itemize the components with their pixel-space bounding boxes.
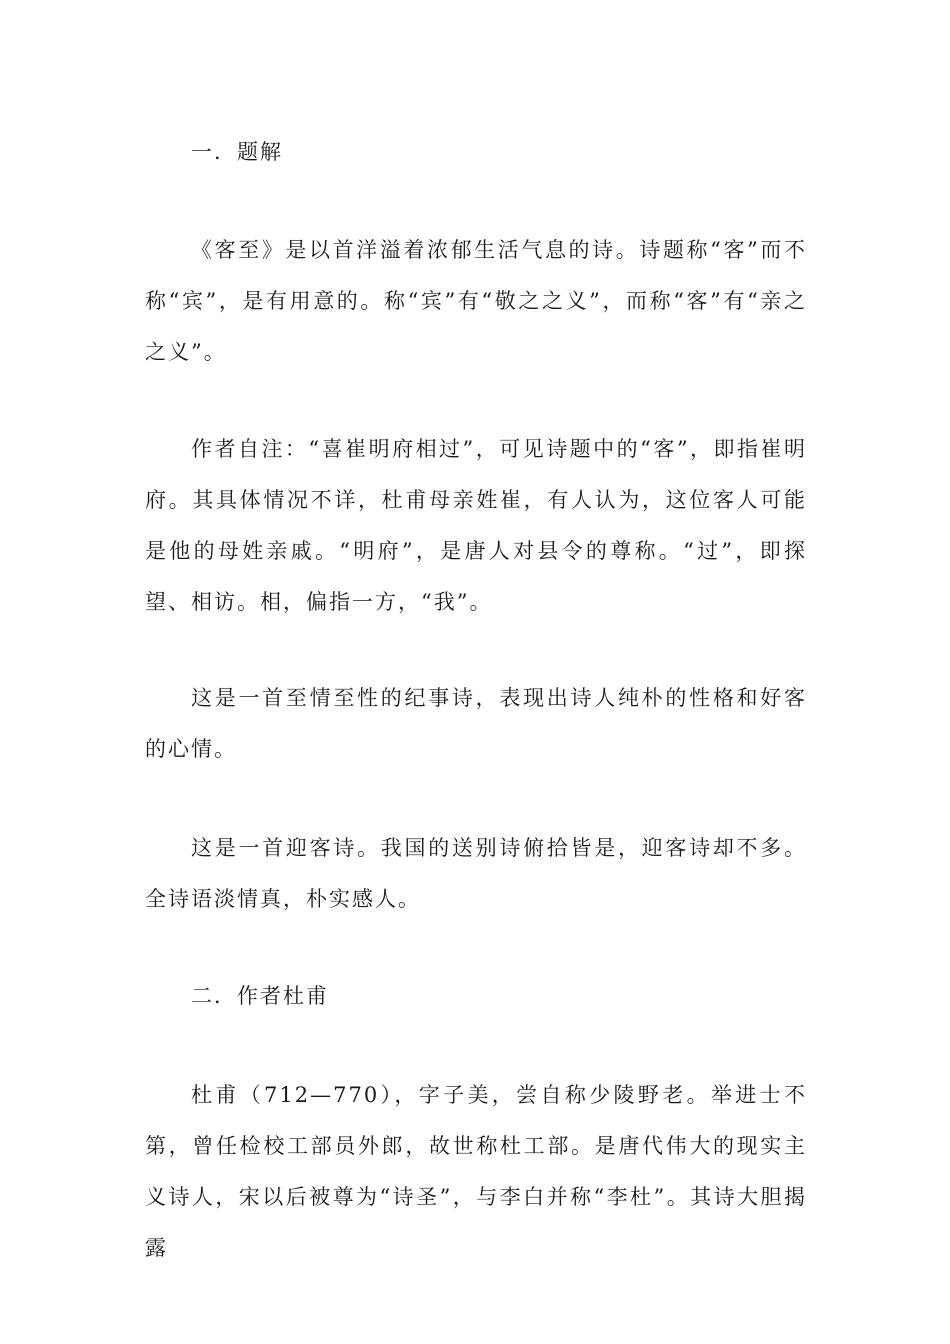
paragraph-author-note: 作者自注：“喜崔明府相过”，可见诗题中的“客”，即指崔明府。其具体情况不详，杜甫母亲姓崔，有人认为，这位客人可能是他的母姓亲戚。“明府”，是唐人对县令的尊称。“过”，即探望、相访。相，偏指一方，“我”。 (145, 437, 807, 614)
paragraph-author-bio: 杜甫（712—770），字子美，尝自称少陵野老。举进士不第，曾任检校工部员外郎，故世称杜工部。是唐代伟大的现实主义诗人，宋以后被尊为“诗圣”，与李白并称“李杜”。其诗大胆揭露 (145, 1083, 807, 1260)
section-heading-title-explanation: 一．题解 (191, 140, 283, 164)
paragraph-poem-nature: 这是一首至情至性的纪事诗，表现出诗人纯朴的性格和好客的心情。 (145, 686, 807, 761)
section-heading-author: 二．作者杜甫 (191, 984, 329, 1008)
paragraph-title-meaning: 《客至》是以首洋溢着浓郁生活气息的诗。诗题称“客”而不称“宾”，是有用意的。称“宾”有“敬之之义”，而称“客”有“亲之之义”。 (145, 238, 807, 364)
paragraph-welcome-poem: 这是一首迎客诗。我国的送别诗俯拾皆是，迎客诗却不多。全诗语淡情真，朴实感人。 (145, 836, 807, 911)
